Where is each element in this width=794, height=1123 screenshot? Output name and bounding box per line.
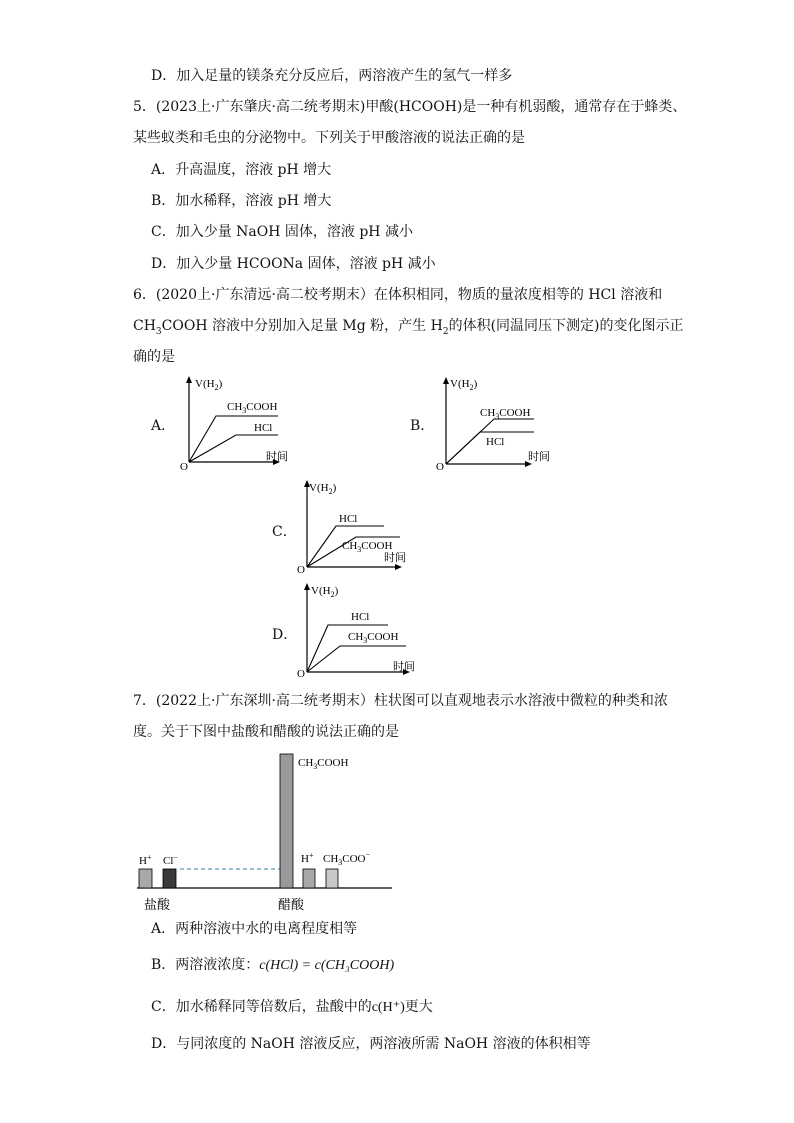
group-label-hydrochloric: 盐酸: [144, 897, 171, 912]
q6-graph-b: [432, 374, 562, 474]
q7-stem-line1: 7．(2022上·广东深圳·高二统考期末）柱状图可以直观地表示水溶液中微粒的种类和浓: [133, 693, 668, 709]
bar-acetic-ch3cooh: [280, 754, 293, 888]
q7-option-a: A．两种溶液中水的电离程度相等: [151, 921, 358, 937]
q7-option-c: C．加水稀释同等倍数后，盐酸中的c(H⁺)更大: [151, 999, 433, 1015]
label-ch3coo-minus: $CH_3COO^-$: [323, 850, 371, 867]
ch3cooh-curve: [307, 646, 406, 672]
q5-option-a: A．升高温度，溶液 pH 增大: [151, 162, 332, 178]
q4-option-d: D．加入足量的镁条充分反应后，两溶液产生的氢气一样多: [151, 68, 513, 84]
q7-option-b: B．两溶液浓度：c(HCl) = c(CH₃COOH): [151, 957, 395, 973]
q6-stem-line2: $CH_3COOH$ 溶液中分别加入足量 Mg 粉，产生 $H_2$的体积(同温同压下测定)的变化图示正: [133, 318, 684, 337]
q6-graph-a: [178, 374, 298, 474]
y-axis-arrow-icon: [304, 583, 310, 590]
label-h-plus-hcl: H+: [139, 853, 152, 867]
hcl-label: HCl: [254, 422, 273, 434]
origin-label: O: [297, 668, 305, 680]
origin-label: O: [180, 461, 188, 473]
q6-graph-d-letter: D．: [272, 627, 298, 643]
q6-graph-b-letter: B．: [410, 418, 435, 434]
q6-stem-line3: 确的是: [133, 349, 175, 365]
q6-graph-c-letter: C．: [272, 524, 297, 540]
hcl-label: HCl: [351, 611, 370, 623]
q5-stem-line2: 某些蚁类和毛虫的分泌物中。下列关于甲酸溶液的说法正确的是: [133, 130, 525, 146]
hcl-label: HCl: [339, 513, 358, 525]
q7-stem-line2: 度。关于下图中盐酸和醋酸的说法正确的是: [133, 724, 399, 740]
q7-bar-chart: [130, 748, 400, 918]
y-axis-label: $V(H_2)$: [309, 482, 337, 496]
hcl-label: HCl: [486, 436, 505, 448]
ch3cooh-label: $CH_3COOH$: [342, 540, 393, 554]
x-axis-label: 时间: [528, 451, 550, 463]
y-axis-label: $V(H_2)$: [450, 378, 478, 392]
label-h-plus-acetic: H+: [301, 851, 314, 865]
bar-hcl-cl-minus: [163, 869, 176, 888]
y-axis-label: $V(H_2)$: [311, 585, 339, 599]
group-label-acetic: 醋酸: [278, 897, 305, 912]
origin-label: O: [436, 461, 444, 473]
q6-stem-line1: 6．(2020上·广东清远·高二校考期末）在体积相同，物质的量浓度相等的 HCl 溶液和: [133, 287, 663, 303]
label-ch3cooh: $CH_3COOH$: [298, 757, 349, 771]
q5-option-d: D．加入少量 HCOONa 固体，溶液 pH 减小: [151, 256, 436, 272]
q5-option-b: B．加水稀释，溶液 pH 增大: [151, 193, 332, 209]
q7-option-d: D．与同浓度的 NaOH 溶液反应，两溶液所需 NaOH 溶液的体积相等: [151, 1036, 591, 1052]
origin-label: O: [297, 564, 305, 576]
q6-graph-d: [296, 580, 426, 680]
ch3cooh-label: $CH_3COOH$: [227, 401, 278, 415]
q6-graph-c: [296, 477, 416, 577]
q6-graph-a-letter: A．: [151, 418, 176, 434]
q5-stem-line1: 5．(2023上·广东肇庆·高二统考期末)甲酸(HCOOH)是一种有机弱酸，通常存在于蜂类、: [133, 99, 687, 115]
x-axis-arrow-icon: [395, 564, 402, 570]
bar-acetic-h-plus: [303, 869, 315, 888]
x-axis-label: 时间: [393, 661, 415, 673]
ch3cooh-label: $CH_3COOH$: [480, 407, 531, 421]
x-axis-label: 时间: [384, 552, 406, 564]
y-axis-arrow-icon: [186, 376, 192, 383]
bar-acetic-ch3coo-minus: [326, 869, 338, 888]
label-cl-minus: Cl−: [163, 853, 178, 867]
q5-option-c: C．加入少量 NaOH 固体，溶液 pH 减小: [151, 224, 413, 240]
y-axis-label: $V(H_2)$: [195, 378, 223, 392]
x-axis-label: 时间: [266, 451, 288, 463]
ch3cooh-label: $CH_3COOH$: [348, 631, 399, 645]
bar-hcl-h-plus: [139, 869, 152, 888]
y-axis-arrow-icon: [443, 377, 449, 384]
